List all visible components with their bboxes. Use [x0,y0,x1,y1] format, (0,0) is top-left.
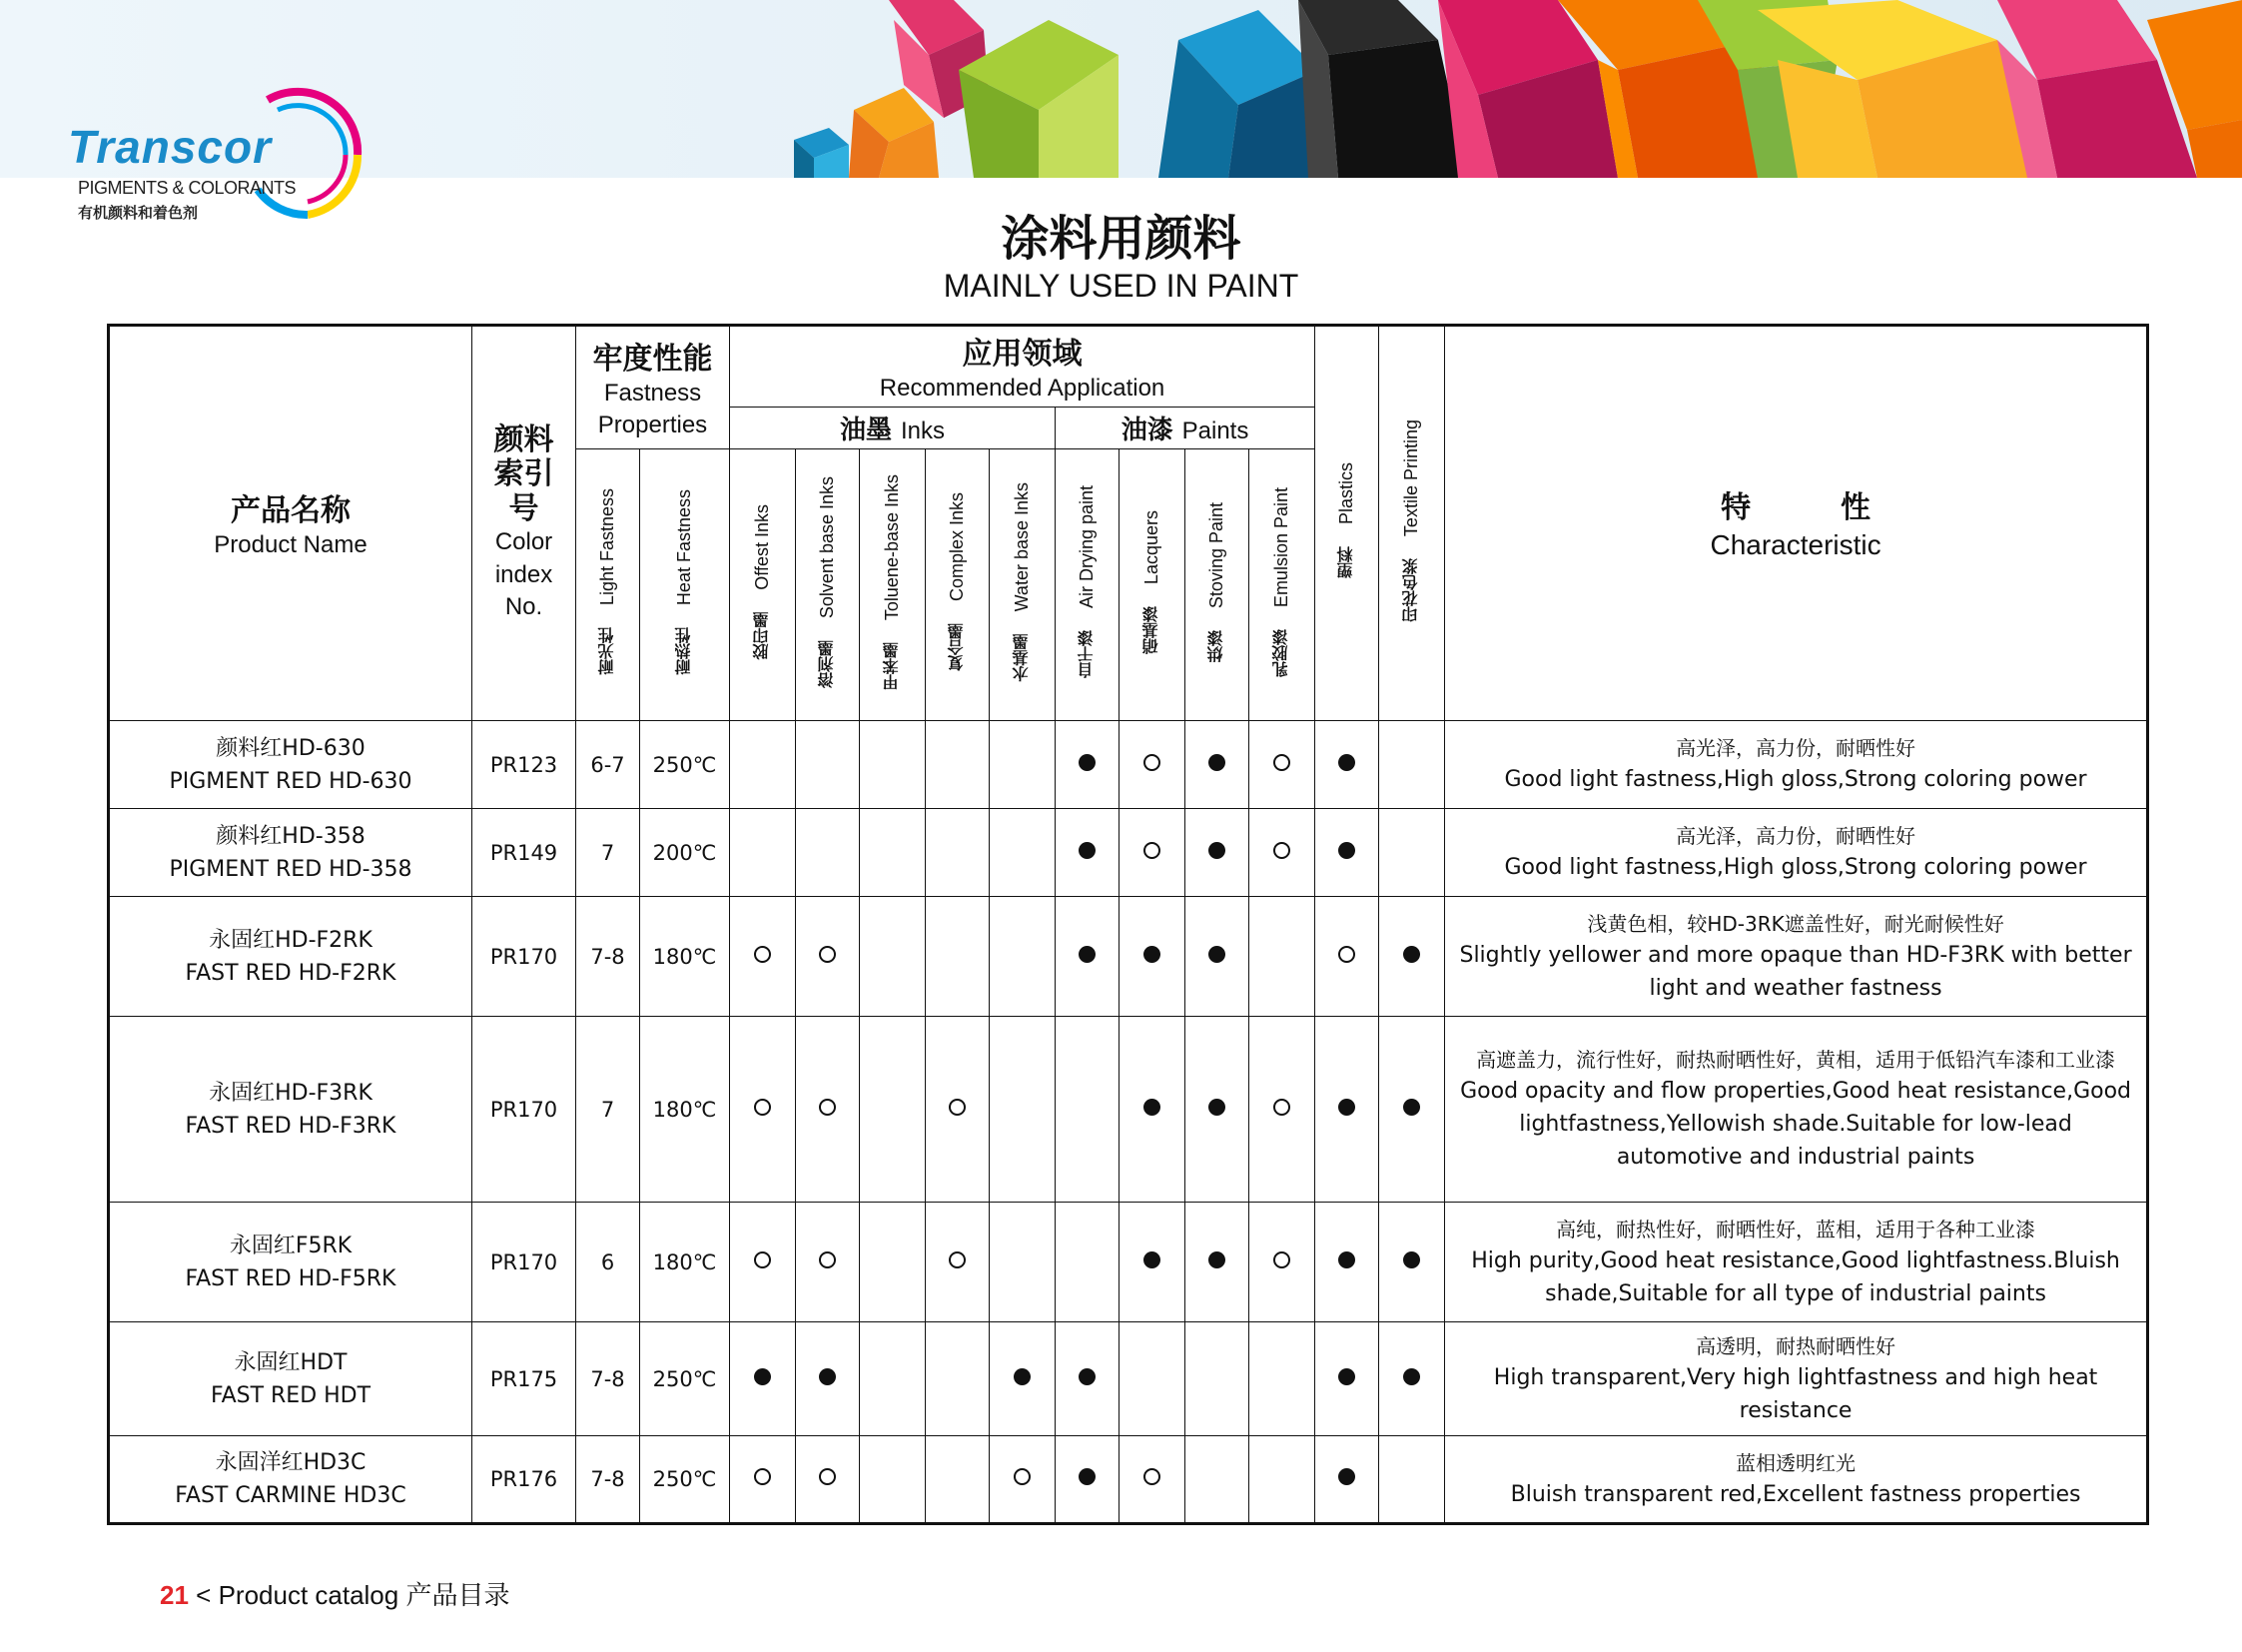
hollow-circle-icon [1143,1468,1160,1485]
filled-circle-icon [1143,946,1160,963]
header-col-water: 水基墨 Water base Inks [990,449,1056,721]
header-col-light: 耐光性 Light Fastness [576,449,640,721]
characteristic-en: Slightly yellower and more opaque than HD-F3RK with better light and weather fastness [1459,942,2132,1001]
application-cell [796,721,860,809]
table-row [109,809,2148,897]
product-name-en: FAST RED HD-F5RK [185,1265,396,1291]
application-cell [1056,1017,1120,1203]
hollow-circle-icon [819,1251,836,1268]
application-cell [1379,1017,1445,1203]
characteristic-cell [1445,1436,2148,1524]
application-cell [1185,1322,1249,1436]
light-fastness-cell: 6-7 [576,721,640,809]
application-cell [1185,1203,1249,1322]
filled-circle-icon [1208,1251,1225,1268]
filled-circle-icon [1079,1468,1096,1485]
application-cell [730,897,796,1017]
page-footer [160,1575,509,1612]
heat-fastness-cell: 250℃ [640,1436,730,1524]
application-cell [1379,721,1445,809]
application-cell [1249,809,1315,897]
filled-circle-icon [1338,1368,1355,1385]
application-cell [1315,897,1379,1017]
application-cell [926,721,990,809]
light-fastness-cell: 6 [576,1203,640,1322]
application-cell [1185,1436,1249,1524]
product-name-cell [109,809,472,897]
light-fastness-cell: 7 [576,809,640,897]
characteristic-en: Good opacity and flow properties,Good heat resistance,Good lightfastness,Yellowish shade.Suitable for low-lead automotive and industrial paints [1460,1079,2131,1170]
characteristic-cn: 浅黄色相，较HD-3RK遮盖性好，耐光耐候性好 [1587,911,2004,936]
filled-circle-icon [819,1368,836,1385]
product-name-en: FAST RED HD-F3RK [185,1113,396,1139]
application-cell [1185,897,1249,1017]
color-index-cell: PR170 [472,1203,576,1322]
product-table-body [109,721,2148,1524]
application-cell [1249,1436,1315,1524]
color-index-cell: PR175 [472,1322,576,1436]
application-cell [1056,1203,1120,1322]
product-name-cn: 颜料红HD-630 [216,735,366,761]
application-cell [990,1017,1056,1203]
application-cell [1315,1436,1379,1524]
application-cell [1120,1322,1185,1436]
application-cell [860,1017,926,1203]
characteristic-en: Good light fastness,High gloss,Strong coloring power [1504,767,2087,792]
header-col-stoving: 烘漆 Stoving Paint [1185,449,1249,721]
application-cell [1379,1203,1445,1322]
hollow-circle-icon [1273,842,1290,859]
hollow-circle-icon [1143,842,1160,859]
header-col-solvent: 溶剂墨 Solvent base Inks [796,449,860,721]
application-cell [1249,1017,1315,1203]
header-col-plastics: 塑料 Plastics [1315,326,1379,721]
header-col-heat: 耐热性 Heat Fastness [640,449,730,721]
characteristic-cn: 蓝相透明红光 [1736,1450,1857,1475]
application-cell [990,1436,1056,1524]
hollow-circle-icon [1014,1468,1031,1485]
hollow-circle-icon [754,1099,771,1116]
product-name-en: FAST CARMINE HD3C [175,1483,406,1508]
characteristic-en: Bluish transparent red,Excellent fastness properties [1510,1481,2081,1507]
filled-circle-icon [1338,1099,1355,1116]
application-cell [1315,1017,1379,1203]
filled-circle-icon [1403,1368,1420,1385]
characteristic-cell [1445,721,2148,809]
characteristic-cn: 高光泽，高力份，耐晒性好 [1676,736,1916,760]
product-name-en: PIGMENT RED HD-630 [169,768,412,794]
product-name-cell [109,1017,472,1203]
hollow-circle-icon [754,1251,771,1268]
header-col-textile: 印花色浆 Textile Printing [1379,326,1445,721]
header-col-emulsion: 乳胶漆 Emulsion Paint [1249,449,1315,721]
hollow-circle-icon [949,1251,966,1268]
heat-fastness-cell: 200℃ [640,809,730,897]
characteristic-cn: 高透明，耐热耐晒性好 [1696,1333,1896,1358]
application-cell [1120,809,1185,897]
hollow-circle-icon [1338,946,1355,963]
color-index-cell: PR123 [472,721,576,809]
light-fastness-cell: 7-8 [576,897,640,1017]
light-fastness-cell: 7-8 [576,1322,640,1436]
characteristic-cn: 高光泽，高力份，耐晒性好 [1676,824,1916,848]
product-name-en: PIGMENT RED HD-358 [169,856,412,882]
application-cell [730,809,796,897]
footer-text-en: < Product catalog [196,1580,399,1610]
light-fastness-cell: 7-8 [576,1436,640,1524]
filled-circle-icon [1143,1251,1160,1268]
application-cell [990,809,1056,897]
application-cell [796,1436,860,1524]
header-color-index: 颜料索引号 Color index No. [472,326,576,721]
filled-circle-icon [1208,842,1225,859]
application-cell [1056,809,1120,897]
application-cell [926,1203,990,1322]
header-characteristic: 特 性 Characteristic [1445,326,2148,721]
header-application: 应用领域 Recommended Application [730,326,1315,408]
product-name-cell [109,721,472,809]
application-cell [730,721,796,809]
hollow-circle-icon [819,1468,836,1485]
heat-fastness-cell: 180℃ [640,1017,730,1203]
application-cell [1249,897,1315,1017]
application-cell [926,897,990,1017]
application-cell [926,1322,990,1436]
filled-circle-icon [1014,1368,1031,1385]
header-col-toluene: 甲苯墨 Toluene-base Inks [860,449,926,721]
application-cell [796,809,860,897]
filled-circle-icon [1208,1099,1225,1116]
filled-circle-icon [754,1368,771,1385]
application-cell [1056,1322,1120,1436]
application-cell [860,1322,926,1436]
hollow-circle-icon [1273,1251,1290,1268]
table-row [109,1322,2148,1436]
filled-circle-icon [1338,754,1355,771]
product-name-en: FAST RED HDT [210,1382,372,1408]
header-fastness: 牢度性能 Fastness Properties [576,326,730,449]
hollow-circle-icon [1273,754,1290,771]
hollow-circle-icon [1273,1099,1290,1116]
table-row [109,897,2148,1017]
application-cell [796,1017,860,1203]
filled-circle-icon [1079,842,1096,859]
product-name-cn: 永固红F5RK [229,1233,353,1258]
product-name-cell [109,1436,472,1524]
product-table [107,324,2149,1525]
filled-circle-icon [1403,946,1420,963]
footer-text-cn: 产品目录 [405,1581,510,1611]
application-cell [860,721,926,809]
application-cell [1120,1203,1185,1322]
filled-circle-icon [1403,1251,1420,1268]
header-product-name: 产品名称 Product Name [109,326,472,721]
filled-circle-icon [1208,946,1225,963]
application-cell [730,1322,796,1436]
application-cell [1120,721,1185,809]
characteristic-cell [1445,1017,2148,1203]
product-name-cn: 颜料红HD-358 [216,823,366,849]
heat-fastness-cell: 180℃ [640,1203,730,1322]
product-name-cn: 永固洋红HD3C [215,1450,367,1475]
characteristic-en: Good light fastness,High gloss,Strong coloring power [1504,855,2087,880]
filled-circle-icon [1338,1251,1355,1268]
filled-circle-icon [1079,946,1096,963]
table-row [109,1203,2148,1322]
application-cell [796,897,860,1017]
characteristic-cell [1445,897,2148,1017]
header-col-airdry: 自干漆 Air Drying paint [1056,449,1120,721]
application-cell [1056,721,1120,809]
application-cell [990,897,1056,1017]
hollow-circle-icon [754,1468,771,1485]
filled-circle-icon [1338,1468,1355,1485]
product-name-cell [109,897,472,1017]
application-cell [1120,897,1185,1017]
application-cell [796,1322,860,1436]
header-inks: 油墨 Inks [730,408,1056,449]
header-paints: 油漆 Paints [1056,408,1315,449]
application-cell [1379,809,1445,897]
filled-circle-icon [1338,842,1355,859]
filled-circle-icon [1143,1099,1160,1116]
filled-circle-icon [1079,1368,1096,1385]
color-index-cell: PR149 [472,809,576,897]
page-title-cn: 涂料用颜料 [1001,211,1241,267]
logo-subtitle-cn: 有机颜料和着色剂 [78,204,199,222]
application-cell [860,809,926,897]
product-name-cn: 永固红HD-F2RK [209,927,373,953]
page-number: 21 [160,1580,189,1610]
product-name-cn: 永固红HDT [234,1349,348,1375]
application-cell [990,1322,1056,1436]
hollow-circle-icon [819,1099,836,1116]
filled-circle-icon [1079,754,1096,771]
application-cell [860,1203,926,1322]
application-cell [730,1017,796,1203]
filled-circle-icon [1403,1099,1420,1116]
application-cell [1249,1203,1315,1322]
application-cell [1185,721,1249,809]
application-cell [860,897,926,1017]
application-cell [796,1203,860,1322]
hollow-circle-icon [1143,754,1160,771]
application-cell [926,1017,990,1203]
application-cell [860,1436,926,1524]
characteristic-cell [1445,1322,2148,1436]
logo-subtitle-en: PIGMENTS & COLORANTS [78,178,297,198]
application-cell [1379,1436,1445,1524]
heat-fastness-cell: 250℃ [640,721,730,809]
page-title-en: MAINLY USED IN PAINT [943,268,1299,304]
table-row [109,721,2148,809]
characteristic-cn: 高纯，耐热性好，耐晒性好，蓝相，适用于各种工业漆 [1556,1217,2036,1241]
application-cell [926,809,990,897]
characteristic-cn: 高遮盖力，流行性好，耐热耐晒性好，黄相，适用于低铅汽车漆和工业漆 [1476,1048,2116,1072]
color-index-cell: PR170 [472,897,576,1017]
application-cell [730,1203,796,1322]
application-cell [1379,897,1445,1017]
light-fastness-cell: 7 [576,1017,640,1203]
application-cell [730,1436,796,1524]
characteristic-en: High purity,Good heat resistance,Good lightfastness.Bluish shade,Suitable for all type of industrial paints [1471,1247,2120,1306]
hollow-circle-icon [754,946,771,963]
application-cell [1249,721,1315,809]
application-cell [1315,1322,1379,1436]
filled-circle-icon [1208,754,1225,771]
application-cell [1056,1436,1120,1524]
application-cell [1315,721,1379,809]
characteristic-cell [1445,1203,2148,1322]
hollow-circle-icon [949,1099,966,1116]
application-cell [1379,1322,1445,1436]
application-cell [1120,1017,1185,1203]
product-name-en: FAST RED HD-F2RK [185,960,396,986]
application-cell [990,721,1056,809]
heat-fastness-cell: 180℃ [640,897,730,1017]
product-name-cn: 永固红HD-F3RK [209,1080,373,1106]
product-name-cell [109,1322,472,1436]
application-cell [1185,809,1249,897]
header-col-complex: 复合墨 Complex Inks [926,449,990,721]
product-name-cell [109,1203,472,1322]
characteristic-cell [1445,809,2148,897]
color-index-cell: PR170 [472,1017,576,1203]
color-index-cell: PR176 [472,1436,576,1524]
heat-fastness-cell: 250℃ [640,1322,730,1436]
application-cell [1315,1203,1379,1322]
logo-wordmark: Transcor [68,121,273,173]
table-row [109,1017,2148,1203]
header-col-lacquers: 硝基漆 Lacquers [1120,449,1185,721]
application-cell [1249,1322,1315,1436]
characteristic-en: High transparent,Very high lightfastness and high heat resistance [1493,1364,2098,1423]
application-cell [990,1203,1056,1322]
application-cell [1315,809,1379,897]
application-cell [1056,897,1120,1017]
application-cell [926,1436,990,1524]
application-cell [1120,1436,1185,1524]
hollow-circle-icon [819,946,836,963]
application-cell [1185,1017,1249,1203]
table-row [109,1436,2148,1524]
header-col-offset: 胶印墨 Offest Inks [730,449,796,721]
